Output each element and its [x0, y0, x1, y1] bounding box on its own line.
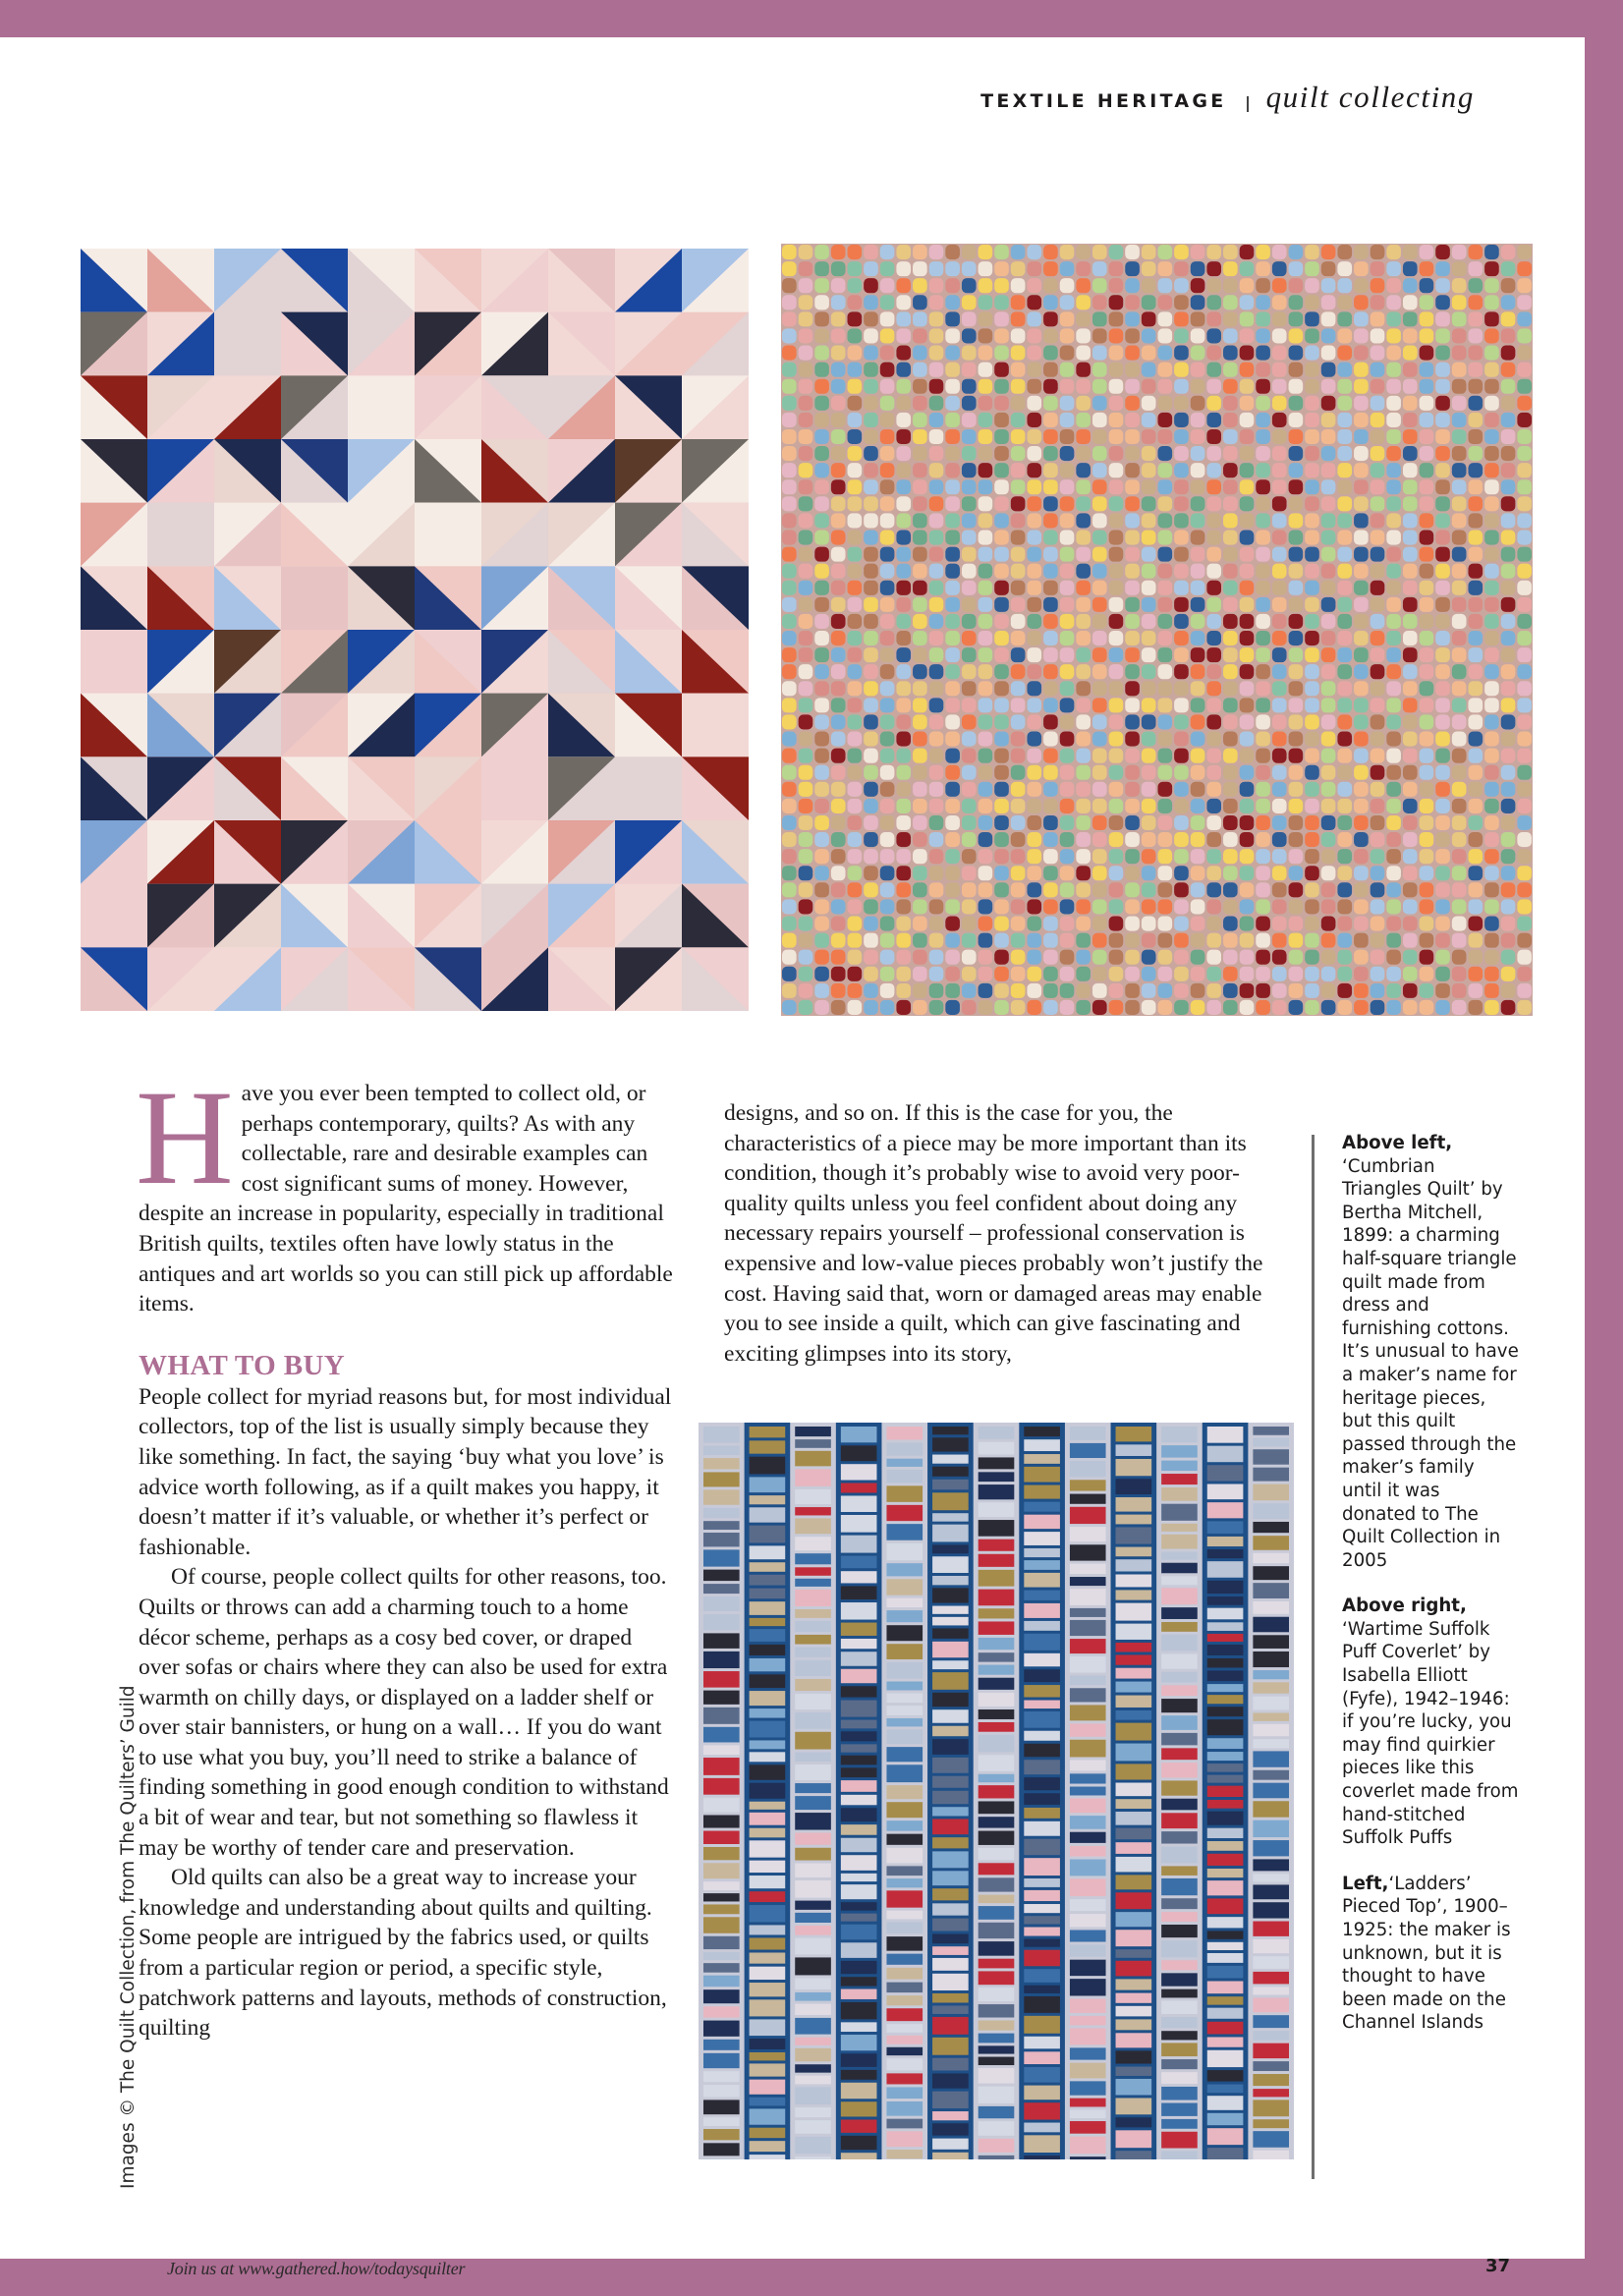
caption-text: ‘Cumbrian Triangles Quilt’ by Bertha Mitchell, 1899: a charming half-square triangle quilt made from dress and furnishing cottons. It’s unusual to have a maker’s name for heritage pieces, but this quilt passed through the maker’s family until it was donated to The Quilt Collection in 2005 [1342, 1155, 1519, 1571]
photo-cumbrian-triangles-quilt [81, 249, 749, 1011]
body-paragraph: People collect for myriad reasons but, for most individual collectors, top of the list is usually simply because they like something. In fact, the saying ‘buy what you love’ is advice worth following, as if a quilt makes you happy, it doesn’t matter if it’s valuable, or whether it’s perfect or fashionable. [139, 1383, 672, 1560]
section-label: TEXTILE HERITAGE [980, 90, 1227, 112]
section-heading: WHAT TO BUY [139, 1349, 346, 1381]
caption-above-right [1342, 1595, 1519, 1850]
caption-lead: Left, [1342, 1873, 1389, 1894]
footer-website-link[interactable]: Join us at www.gathered.how/todaysquilter [167, 2259, 466, 2278]
article-column-1 [136, 1062, 674, 2044]
intro-paragraph [136, 1062, 674, 1319]
caption-above-left [1342, 1132, 1519, 1572]
magazine-page [0, 37, 1585, 2278]
caption-lead: Above right, [1342, 1596, 1467, 1617]
caption-text: ‘Ladders’ Pieced Top’, 1900–1925: the maker is unknown, but it is thought to have been made on the Channel Islands [1342, 1873, 1511, 2034]
caption-divider [1312, 1135, 1315, 2179]
article-column-2 [724, 1098, 1279, 1369]
image-captions [1342, 1132, 1519, 2057]
caption-text: ‘Wartime Suffolk Puff Coverlet’ by Isabella Elliott (Fyfe), 1942–1946: if you’re lucky, you may find quirkier pieces like this coverlet made from hand-stitched Suffolk Puffs [1342, 1618, 1519, 1849]
image-credit: Images © The Quilt Collection, from The Quilters’ Guild [118, 1685, 139, 2189]
page-header [980, 80, 1475, 129]
photo-suffolk-puff-coverlet [781, 244, 1533, 1016]
caption-lead: Above left, [1342, 1133, 1453, 1153]
triangles-quilt-pattern [81, 249, 749, 1011]
drop-cap: H [136, 1062, 234, 1212]
ladders-quilt-pattern [699, 1423, 1294, 2159]
body-paragraph: Old quilts can also be a great way to increase your knowledge and understanding about quilts and quilting. Some people are intrigued by the fabrics used, or quilts from a particular region or period, a specific style, patchwork patterns and layouts, methods of construction, quilting [139, 1865, 667, 2042]
subsection-label: quilt collecting [1265, 80, 1475, 114]
body-paragraph: Of course, people collect quilts for other reasons, too. Quilts or throws can add a charming touch to a home décor scheme, perhaps as a cosy bed cover, or draped over sofas or chairs where they can also be used for extra warmth on chilly days, or displayed on a ladder shelf or over stair bannisters, or hung on a wall… If you do want to use what you buy, you’ll need to strike a balance of finding something in good enough condition to withstand a bit of wear and tear, but not something so flawless it may be worthy of tender care and preservation. [139, 1564, 669, 1861]
header-divider [1247, 96, 1249, 112]
caption-left [1342, 1873, 1519, 2035]
suffolk-puff-pattern [781, 244, 1533, 1016]
intro-text: ave you ever been tempted to collect old, or perhaps contemporary, quilts? As with any collectable, rare and desirable examples can cost significant sums of money. However, despite an increase in popularity, especially in traditional British quilts, textiles often have lowly status in the antiques and art worlds so you can still pick up affordable items. [139, 1081, 673, 1317]
body-paragraph: designs, and so on. If this is the case for you, the characteristics of a piece may be more important than its condition, though it’s probably wise to avoid very poor-quality quilts unless you feel confident about doing any necessary repairs yourself – professional conservation is expensive and low-value pieces probably won’t justify the cost. Having said that, worn or damaged areas may enable you to see inside a quilt, which can give fascinating and exciting glimpses into its story, [724, 1100, 1263, 1367]
page-number: 37 [1485, 2256, 1511, 2276]
photo-ladders-pieced-top [699, 1423, 1294, 2159]
